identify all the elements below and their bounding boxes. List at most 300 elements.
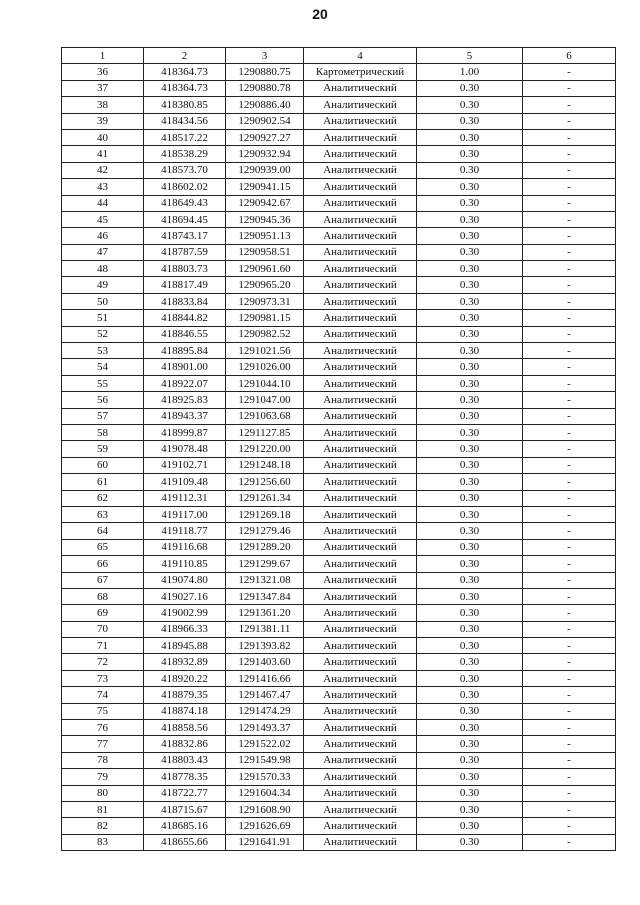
accuracy-cell: 0.30: [417, 506, 523, 522]
point-number-cell: 54: [62, 359, 144, 375]
point-number-cell: 77: [62, 736, 144, 752]
x-coordinate-cell: 419112.31: [144, 490, 226, 506]
y-coordinate-cell: 1291299.67: [226, 556, 304, 572]
note-cell: -: [523, 457, 616, 473]
note-cell: -: [523, 556, 616, 572]
point-number-cell: 65: [62, 539, 144, 555]
accuracy-cell: 0.30: [417, 457, 523, 473]
note-cell: -: [523, 703, 616, 719]
method-cell: Аналитический: [304, 343, 417, 359]
accuracy-cell: 0.30: [417, 424, 523, 440]
method-cell: Аналитический: [304, 277, 417, 293]
accuracy-cell: 0.30: [417, 638, 523, 654]
table-row: [62, 277, 616, 293]
table-row: [62, 97, 616, 113]
point-number-cell: 52: [62, 326, 144, 342]
note-cell: -: [523, 785, 616, 801]
accuracy-cell: 0.30: [417, 801, 523, 817]
note-cell: -: [523, 834, 616, 850]
y-coordinate-cell: 1290942.67: [226, 195, 304, 211]
y-coordinate-cell: 1290927.27: [226, 129, 304, 145]
accuracy-cell: 0.30: [417, 687, 523, 703]
table-row: [62, 703, 616, 719]
coordinates-table: [61, 47, 616, 851]
note-cell: -: [523, 392, 616, 408]
point-number-cell: 40: [62, 129, 144, 145]
x-coordinate-cell: 418932.89: [144, 654, 226, 670]
accuracy-cell: 0.30: [417, 703, 523, 719]
x-coordinate-cell: 418803.73: [144, 261, 226, 277]
point-number-cell: 42: [62, 162, 144, 178]
table-row: [62, 818, 616, 834]
accuracy-cell: 0.30: [417, 654, 523, 670]
x-coordinate-cell: 418874.18: [144, 703, 226, 719]
point-number-cell: 48: [62, 261, 144, 277]
table-row: [62, 539, 616, 555]
point-number-cell: 70: [62, 621, 144, 637]
x-coordinate-cell: 418380.85: [144, 97, 226, 113]
x-coordinate-cell: 418922.07: [144, 375, 226, 391]
point-number-cell: 67: [62, 572, 144, 588]
point-number-cell: 68: [62, 588, 144, 604]
note-cell: -: [523, 769, 616, 785]
accuracy-cell: 0.30: [417, 605, 523, 621]
note-cell: -: [523, 818, 616, 834]
accuracy-cell: 0.30: [417, 818, 523, 834]
y-coordinate-cell: 1291248.18: [226, 457, 304, 473]
y-coordinate-cell: 1291026.00: [226, 359, 304, 375]
x-coordinate-cell: 418920.22: [144, 670, 226, 686]
accuracy-cell: 0.30: [417, 310, 523, 326]
note-cell: -: [523, 638, 616, 654]
point-number-cell: 37: [62, 80, 144, 96]
point-number-cell: 62: [62, 490, 144, 506]
method-cell: Аналитический: [304, 785, 417, 801]
note-cell: -: [523, 736, 616, 752]
table-row: [62, 261, 616, 277]
table-row: [62, 670, 616, 686]
note-cell: -: [523, 80, 616, 96]
accuracy-cell: 0.30: [417, 326, 523, 342]
y-coordinate-cell: 1290945.36: [226, 211, 304, 227]
y-coordinate-cell: 1290886.40: [226, 97, 304, 113]
point-number-cell: 47: [62, 244, 144, 260]
y-coordinate-cell: 1290880.78: [226, 80, 304, 96]
point-number-cell: 41: [62, 146, 144, 162]
note-cell: -: [523, 244, 616, 260]
accuracy-cell: 0.30: [417, 97, 523, 113]
accuracy-cell: 0.30: [417, 556, 523, 572]
note-cell: -: [523, 605, 616, 621]
method-cell: Аналитический: [304, 211, 417, 227]
method-cell: Аналитический: [304, 375, 417, 391]
note-cell: -: [523, 670, 616, 686]
y-coordinate-cell: 1290941.15: [226, 179, 304, 195]
point-number-cell: 64: [62, 523, 144, 539]
x-coordinate-cell: 418715.67: [144, 801, 226, 817]
method-cell: Аналитический: [304, 654, 417, 670]
x-coordinate-cell: 418694.45: [144, 211, 226, 227]
point-number-cell: 78: [62, 752, 144, 768]
x-coordinate-cell: 418364.73: [144, 64, 226, 80]
x-coordinate-cell: 419116.68: [144, 539, 226, 555]
x-coordinate-cell: 419074.80: [144, 572, 226, 588]
note-cell: -: [523, 506, 616, 522]
accuracy-cell: 0.30: [417, 179, 523, 195]
table-row: [62, 293, 616, 309]
table-row: [62, 408, 616, 424]
method-cell: Аналитический: [304, 293, 417, 309]
table-body: [62, 64, 616, 851]
note-cell: -: [523, 441, 616, 457]
point-number-cell: 39: [62, 113, 144, 129]
y-coordinate-cell: 1290951.13: [226, 228, 304, 244]
method-cell: Аналитический: [304, 195, 417, 211]
method-cell: Аналитический: [304, 408, 417, 424]
header-row: [62, 48, 616, 64]
table-row: [62, 80, 616, 96]
x-coordinate-cell: 419118.77: [144, 523, 226, 539]
accuracy-cell: 0.30: [417, 113, 523, 129]
accuracy-cell: 0.30: [417, 408, 523, 424]
table-row: [62, 359, 616, 375]
table-row: [62, 441, 616, 457]
y-coordinate-cell: 1291604.34: [226, 785, 304, 801]
note-cell: -: [523, 752, 616, 768]
y-coordinate-cell: 1291289.20: [226, 539, 304, 555]
note-cell: -: [523, 326, 616, 342]
point-number-cell: 83: [62, 834, 144, 850]
note-cell: -: [523, 474, 616, 490]
method-cell: Аналитический: [304, 556, 417, 572]
point-number-cell: 60: [62, 457, 144, 473]
method-cell: Аналитический: [304, 261, 417, 277]
table-row: [62, 457, 616, 473]
note-cell: -: [523, 162, 616, 178]
x-coordinate-cell: 418833.84: [144, 293, 226, 309]
accuracy-cell: 0.30: [417, 588, 523, 604]
y-coordinate-cell: 1291416.66: [226, 670, 304, 686]
y-coordinate-cell: 1291608.90: [226, 801, 304, 817]
note-cell: -: [523, 293, 616, 309]
page-number: 20: [312, 6, 328, 22]
method-cell: Аналитический: [304, 752, 417, 768]
note-cell: -: [523, 801, 616, 817]
note-cell: -: [523, 179, 616, 195]
point-number-cell: 59: [62, 441, 144, 457]
method-cell: Аналитический: [304, 441, 417, 457]
table-row: [62, 654, 616, 670]
accuracy-cell: 0.30: [417, 80, 523, 96]
y-coordinate-cell: 1291493.37: [226, 720, 304, 736]
point-number-cell: 63: [62, 506, 144, 522]
method-cell: Аналитический: [304, 687, 417, 703]
y-coordinate-cell: 1291570.33: [226, 769, 304, 785]
method-cell: Аналитический: [304, 326, 417, 342]
accuracy-cell: 0.30: [417, 293, 523, 309]
header-cell-2: 2: [144, 48, 226, 64]
x-coordinate-cell: 418573.70: [144, 162, 226, 178]
x-coordinate-cell: 419078.48: [144, 441, 226, 457]
table-row: [62, 621, 616, 637]
method-cell: Аналитический: [304, 506, 417, 522]
method-cell: Аналитический: [304, 588, 417, 604]
y-coordinate-cell: 1291403.60: [226, 654, 304, 670]
y-coordinate-cell: 1291361.20: [226, 605, 304, 621]
point-number-cell: 38: [62, 97, 144, 113]
y-coordinate-cell: 1291063.68: [226, 408, 304, 424]
table-header: [62, 48, 616, 64]
point-number-cell: 51: [62, 310, 144, 326]
accuracy-cell: 0.30: [417, 244, 523, 260]
x-coordinate-cell: 418832.86: [144, 736, 226, 752]
note-cell: -: [523, 588, 616, 604]
point-number-cell: 74: [62, 687, 144, 703]
method-cell: Аналитический: [304, 146, 417, 162]
x-coordinate-cell: 418434.56: [144, 113, 226, 129]
accuracy-cell: 0.30: [417, 785, 523, 801]
accuracy-cell: 0.30: [417, 752, 523, 768]
method-cell: Аналитический: [304, 539, 417, 555]
y-coordinate-cell: 1291256.60: [226, 474, 304, 490]
accuracy-cell: 0.30: [417, 736, 523, 752]
point-number-cell: 76: [62, 720, 144, 736]
y-coordinate-cell: 1291347.84: [226, 588, 304, 604]
point-number-cell: 43: [62, 179, 144, 195]
y-coordinate-cell: 1291269.18: [226, 506, 304, 522]
table-row: [62, 523, 616, 539]
accuracy-cell: 0.30: [417, 195, 523, 211]
note-cell: -: [523, 424, 616, 440]
accuracy-cell: 0.30: [417, 539, 523, 555]
note-cell: -: [523, 572, 616, 588]
y-coordinate-cell: 1291381.11: [226, 621, 304, 637]
y-coordinate-cell: 1290958.51: [226, 244, 304, 260]
x-coordinate-cell: 418538.29: [144, 146, 226, 162]
note-cell: -: [523, 277, 616, 293]
x-coordinate-cell: 418517.22: [144, 129, 226, 145]
table-row: [62, 244, 616, 260]
x-coordinate-cell: 418817.49: [144, 277, 226, 293]
y-coordinate-cell: 1290973.31: [226, 293, 304, 309]
method-cell: Аналитический: [304, 720, 417, 736]
point-number-cell: 50: [62, 293, 144, 309]
y-coordinate-cell: 1290961.60: [226, 261, 304, 277]
note-cell: -: [523, 146, 616, 162]
accuracy-cell: 0.30: [417, 343, 523, 359]
method-cell: Аналитический: [304, 474, 417, 490]
method-cell: Аналитический: [304, 834, 417, 850]
note-cell: -: [523, 490, 616, 506]
x-coordinate-cell: 419109.48: [144, 474, 226, 490]
note-cell: -: [523, 654, 616, 670]
accuracy-cell: 0.30: [417, 162, 523, 178]
table-row: [62, 638, 616, 654]
x-coordinate-cell: 418879.35: [144, 687, 226, 703]
y-coordinate-cell: 1291220.00: [226, 441, 304, 457]
accuracy-cell: 0.30: [417, 670, 523, 686]
y-coordinate-cell: 1290981.15: [226, 310, 304, 326]
x-coordinate-cell: 419117.00: [144, 506, 226, 522]
method-cell: Аналитический: [304, 769, 417, 785]
header-cell-4: 4: [304, 48, 417, 64]
x-coordinate-cell: 418787.59: [144, 244, 226, 260]
y-coordinate-cell: 1291474.29: [226, 703, 304, 719]
x-coordinate-cell: 418844.82: [144, 310, 226, 326]
accuracy-cell: 1.00: [417, 64, 523, 80]
note-cell: -: [523, 310, 616, 326]
note-cell: -: [523, 359, 616, 375]
point-number-cell: 46: [62, 228, 144, 244]
x-coordinate-cell: 418685.16: [144, 818, 226, 834]
method-cell: Аналитический: [304, 801, 417, 817]
table-row: [62, 834, 616, 850]
accuracy-cell: 0.30: [417, 375, 523, 391]
accuracy-cell: 0.30: [417, 441, 523, 457]
method-cell: Аналитический: [304, 359, 417, 375]
x-coordinate-cell: 418846.55: [144, 326, 226, 342]
method-cell: Аналитический: [304, 162, 417, 178]
y-coordinate-cell: 1291279.46: [226, 523, 304, 539]
accuracy-cell: 0.30: [417, 146, 523, 162]
method-cell: Аналитический: [304, 736, 417, 752]
note-cell: -: [523, 375, 616, 391]
note-cell: -: [523, 343, 616, 359]
y-coordinate-cell: 1291393.82: [226, 638, 304, 654]
x-coordinate-cell: 418858.56: [144, 720, 226, 736]
method-cell: Аналитический: [304, 228, 417, 244]
x-coordinate-cell: 419027.16: [144, 588, 226, 604]
accuracy-cell: 0.30: [417, 392, 523, 408]
x-coordinate-cell: 418999.87: [144, 424, 226, 440]
accuracy-cell: 0.30: [417, 523, 523, 539]
table-row: [62, 572, 616, 588]
point-number-cell: 80: [62, 785, 144, 801]
y-coordinate-cell: 1290982.52: [226, 326, 304, 342]
x-coordinate-cell: 418655.66: [144, 834, 226, 850]
accuracy-cell: 0.30: [417, 490, 523, 506]
x-coordinate-cell: 418945.88: [144, 638, 226, 654]
x-coordinate-cell: 418649.43: [144, 195, 226, 211]
table-row: [62, 506, 616, 522]
table-row: [62, 769, 616, 785]
note-cell: -: [523, 720, 616, 736]
header-cell-5: 5: [417, 48, 523, 64]
x-coordinate-cell: 418602.02: [144, 179, 226, 195]
x-coordinate-cell: 418966.33: [144, 621, 226, 637]
y-coordinate-cell: 1290932.94: [226, 146, 304, 162]
accuracy-cell: 0.30: [417, 211, 523, 227]
table-row: [62, 64, 616, 80]
method-cell: Аналитический: [304, 638, 417, 654]
table-row: [62, 343, 616, 359]
method-cell: Аналитический: [304, 605, 417, 621]
accuracy-cell: 0.30: [417, 277, 523, 293]
method-cell: Аналитический: [304, 703, 417, 719]
accuracy-cell: 0.30: [417, 621, 523, 637]
note-cell: -: [523, 408, 616, 424]
table-row: [62, 424, 616, 440]
accuracy-cell: 0.30: [417, 261, 523, 277]
y-coordinate-cell: 1290965.20: [226, 277, 304, 293]
method-cell: Аналитический: [304, 490, 417, 506]
method-cell: Аналитический: [304, 457, 417, 473]
table-row: [62, 146, 616, 162]
method-cell: Аналитический: [304, 523, 417, 539]
table-row: [62, 228, 616, 244]
y-coordinate-cell: 1291044.10: [226, 375, 304, 391]
point-number-cell: 53: [62, 343, 144, 359]
x-coordinate-cell: 418925.83: [144, 392, 226, 408]
x-coordinate-cell: 418722.77: [144, 785, 226, 801]
method-cell: Аналитический: [304, 244, 417, 260]
point-number-cell: 61: [62, 474, 144, 490]
table-row: [62, 392, 616, 408]
method-cell: Аналитический: [304, 621, 417, 637]
y-coordinate-cell: 1291626.69: [226, 818, 304, 834]
method-cell: Аналитический: [304, 113, 417, 129]
accuracy-cell: 0.30: [417, 359, 523, 375]
table-row: [62, 687, 616, 703]
y-coordinate-cell: 1291641.91: [226, 834, 304, 850]
table-row: [62, 179, 616, 195]
point-number-cell: 79: [62, 769, 144, 785]
method-cell: Аналитический: [304, 97, 417, 113]
point-number-cell: 56: [62, 392, 144, 408]
y-coordinate-cell: 1291261.34: [226, 490, 304, 506]
method-cell: Аналитический: [304, 310, 417, 326]
method-cell: Аналитический: [304, 129, 417, 145]
point-number-cell: 69: [62, 605, 144, 621]
accuracy-cell: 0.30: [417, 228, 523, 244]
y-coordinate-cell: 1291021.56: [226, 343, 304, 359]
note-cell: -: [523, 97, 616, 113]
accuracy-cell: 0.30: [417, 769, 523, 785]
note-cell: -: [523, 687, 616, 703]
y-coordinate-cell: 1290939.00: [226, 162, 304, 178]
note-cell: -: [523, 64, 616, 80]
point-number-cell: 57: [62, 408, 144, 424]
point-number-cell: 36: [62, 64, 144, 80]
x-coordinate-cell: 419002.99: [144, 605, 226, 621]
x-coordinate-cell: 418895.84: [144, 343, 226, 359]
note-cell: -: [523, 261, 616, 277]
note-cell: -: [523, 228, 616, 244]
header-cell-6: 6: [523, 48, 616, 64]
table-row: [62, 588, 616, 604]
y-coordinate-cell: 1290880.75: [226, 64, 304, 80]
point-number-cell: 58: [62, 424, 144, 440]
accuracy-cell: 0.30: [417, 834, 523, 850]
y-coordinate-cell: 1290902.54: [226, 113, 304, 129]
table-row: [62, 195, 616, 211]
table-row: [62, 490, 616, 506]
note-cell: -: [523, 113, 616, 129]
method-cell: Аналитический: [304, 80, 417, 96]
table-row: [62, 720, 616, 736]
table-row: [62, 785, 616, 801]
table-row: [62, 801, 616, 817]
table-row: [62, 326, 616, 342]
point-number-cell: 55: [62, 375, 144, 391]
accuracy-cell: 0.30: [417, 572, 523, 588]
table-row: [62, 113, 616, 129]
x-coordinate-cell: 418943.37: [144, 408, 226, 424]
point-number-cell: 73: [62, 670, 144, 686]
table-row: [62, 474, 616, 490]
y-coordinate-cell: 1291321.08: [226, 572, 304, 588]
y-coordinate-cell: 1291127.85: [226, 424, 304, 440]
